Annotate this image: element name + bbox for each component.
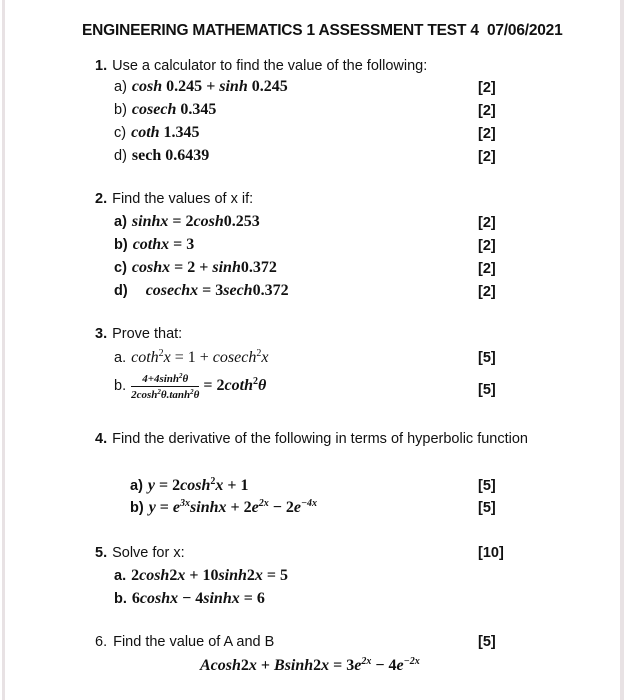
q5-marks: [10] xyxy=(478,545,504,561)
question-prompt: Use a calculator to find the value of the following: xyxy=(112,58,428,74)
q1-a-marks: [2] xyxy=(478,80,496,96)
question-4: 4. Find the derivative of the following in terms of hyperbolic function xyxy=(95,431,528,447)
q1-d-marks: [2] xyxy=(478,149,496,165)
q6-equation: $Acosh2x + Bsinh2x = 3e^{2x} - 4e^{-2x}$ xyxy=(200,656,420,674)
q5-item-a: a. 2cosh2x + 10sinh2x = 5 xyxy=(114,567,289,584)
q1-c-marks: [2] xyxy=(478,126,496,142)
q5-item-b: b. 6coshx − 4sinhx = 6 xyxy=(114,590,265,607)
q2-d-marks: [2] xyxy=(478,284,496,300)
q2-item-d: d) cosechx = 3sech0.372 xyxy=(114,282,289,299)
q1-item-a: a) cosh 0.245 + sinh 0.245 xyxy=(114,78,288,95)
q1-b-marks: [2] xyxy=(478,103,496,119)
q2-b-marks: [2] xyxy=(478,238,496,254)
q1-b-expression: cosech 0.345 xyxy=(131,101,217,118)
question-3: 3. Prove that: xyxy=(95,326,183,342)
q6-marks: [5] xyxy=(478,634,496,650)
q2-a-marks: [2] xyxy=(478,215,496,231)
fraction: $\frac{4+4\sinh^2\theta}{2\cosh^2\theta.\tanh^2\theta}$ xyxy=(131,372,200,401)
q4-item-a: a) $y = 2\cosh^2x + 1$ xyxy=(130,476,249,494)
q2-c-marks: [2] xyxy=(478,261,496,277)
q1-item-b: b) cosech 0.345 xyxy=(114,101,217,118)
q2-item-b: b) cothx = 3 xyxy=(114,236,195,253)
q4-item-b: b) $y = e^{3x}\sinh x + 2e^{2x} - 2e^{-4x}$ xyxy=(130,498,318,516)
q1-item-c: c) coth 1.345 xyxy=(114,124,200,141)
question-1 xyxy=(95,58,427,74)
page-edge-right xyxy=(620,0,624,700)
question-number: 1. xyxy=(95,58,108,74)
question-6: 6. Find the value of A and B xyxy=(95,634,275,650)
q1-c-expression: coth 1.345 xyxy=(131,124,200,141)
page-title: ENGINEERING MATHEMATICS 1 ASSESSMENT TEST 4 07/06/2021 xyxy=(82,22,563,39)
q2-item-c: c) coshx = 2 + sinh0.372 xyxy=(114,259,277,276)
q3-a-marks: [5] xyxy=(478,350,496,366)
q4-b-marks: [5] xyxy=(478,500,496,516)
q3-item-b: b. $\frac{4+4\sinh^2\theta}{2\cosh^2\theta.\tanh^2\theta}$ = 2coth$^2$θ xyxy=(114,372,267,401)
q1-a-expression: cosh 0.245 + sinh 0.245 xyxy=(131,78,288,95)
question-2: 2. Find the values of x if: xyxy=(95,191,254,207)
q1-item-d: d) sech 0.6439 xyxy=(114,147,210,164)
q2-item-a: a) sinhx = 2cosh0.253 xyxy=(114,213,260,230)
q4-a-marks: [5] xyxy=(478,478,496,494)
q3-item-a: a. coth$^2$x = 1 + cosech$^2$x xyxy=(114,348,269,366)
q1-d-expression: sech 0.6439 xyxy=(131,147,210,164)
question-5: 5. Solve for x: xyxy=(95,545,185,561)
page-edge-left xyxy=(2,0,5,700)
q3-b-marks: [5] xyxy=(478,382,496,398)
